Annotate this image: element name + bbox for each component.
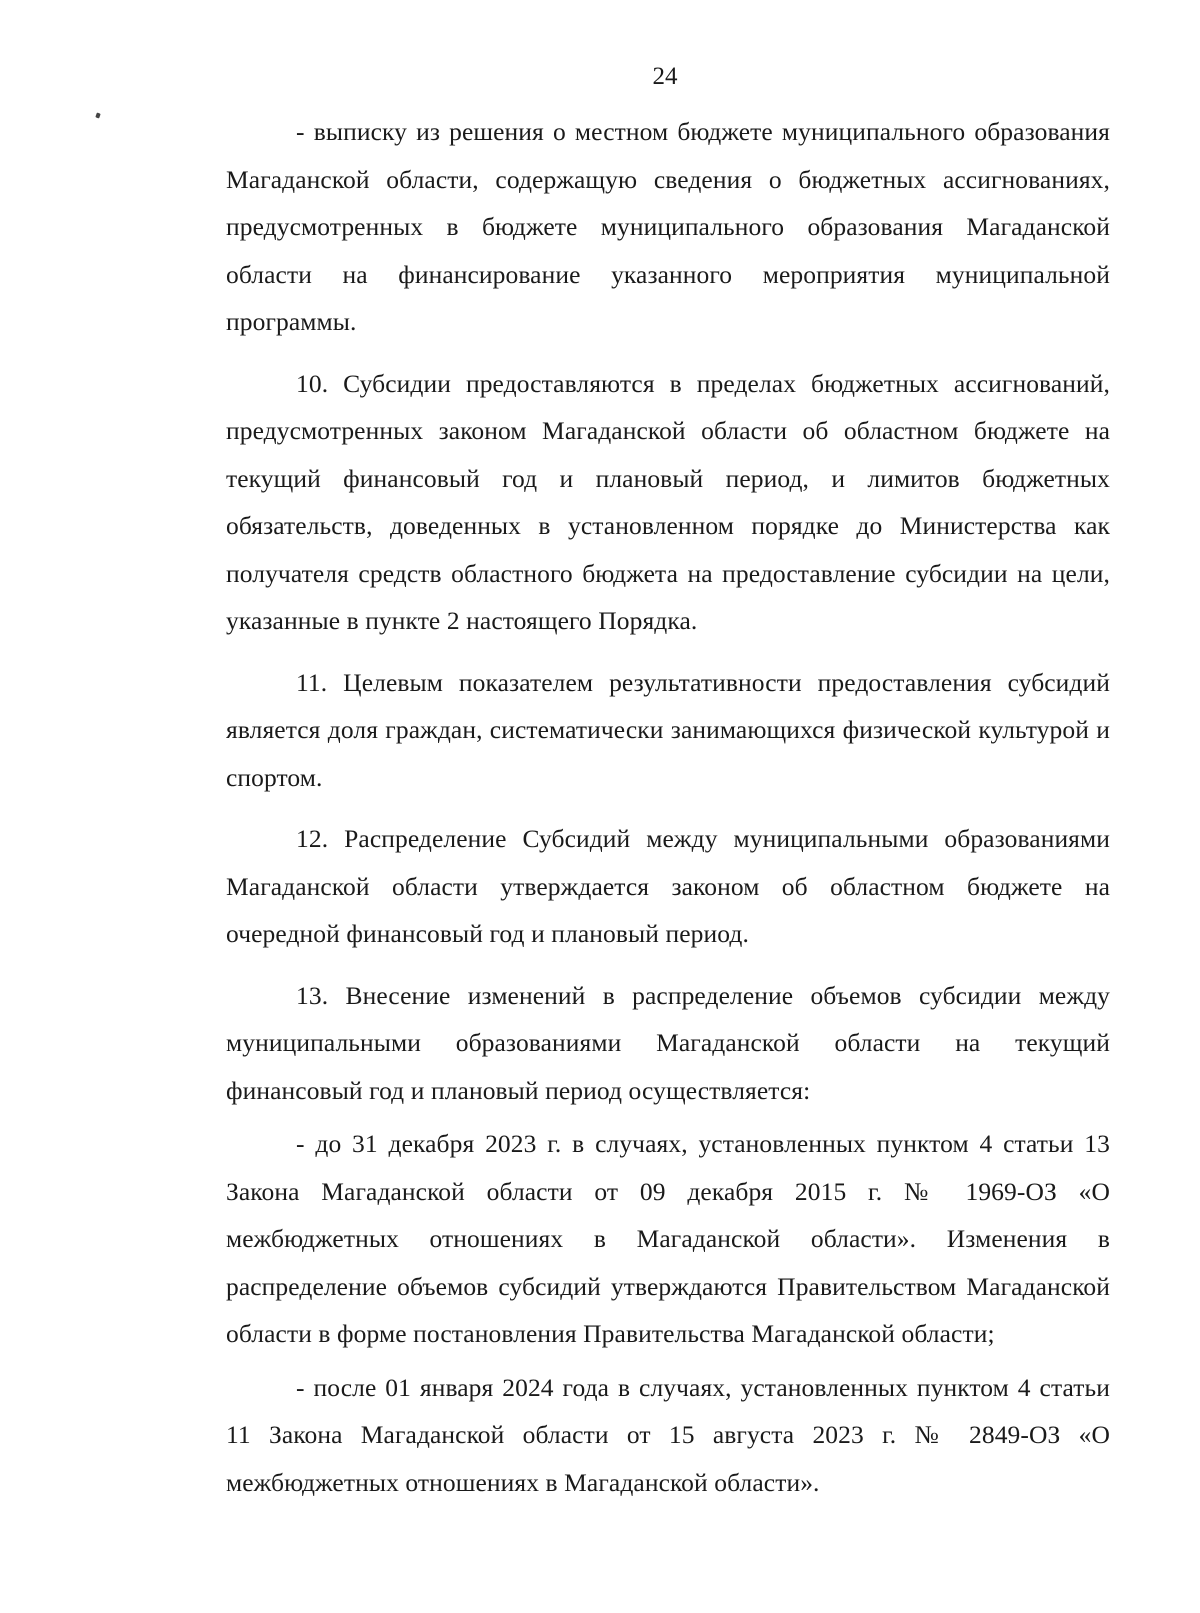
paragraph-item-13: 13. Внесение изменений в распределение объемов субсидии между муниципальными образованиями Магаданской области на текущий финансовый год и плановый период осуществляется: xyxy=(226,980,1110,1105)
scan-artifact xyxy=(95,112,100,118)
paragraph-item-10: 10. Субсидии предоставляются в пределах бюджетных ассигнований, предусмотренных законом Магаданской области об областном бюджете на текущий финансовый год и плановый период, и лимитов бюджетных обязательств, доведенных в установленном порядке до Министерства как получателя средств областного бюджета на предоставление субсидии на цели, указанные в пункте 2 настоящего Порядка. xyxy=(226,368,1110,635)
document-body xyxy=(226,108,1110,1506)
paragraph-after-2024: - после 01 января 2024 года в случаях, установленных пунктом 4 статьи 11 Закона Магаданской области от 15 августа 2023 г. № 2849-ОЗ «О межбюджетных отношениях в Магаданской области». xyxy=(226,1372,1110,1497)
paragraph-budget-extract: - выписку из решения о местном бюджете муниципального образования Магаданской области, содержащую сведения о бюджетных ассигнованиях, предусмотренных в бюджете муниципального образования Магаданской области на финансирование указанного мероприятия муниципальной программы. xyxy=(226,117,1110,336)
paragraph-item-11: 11. Целевым показателем результативности предоставления субсидий является доля граждан, систематически занимающихся физической культурой и спортом. xyxy=(226,667,1110,792)
paragraph-until-2023: - до 31 декабря 2023 г. в случаях, установленных пунктом 4 статьи 13 Закона Магаданской области от 09 декабря 2015 г. № 1969-ОЗ «О межбюджетных отношениях в Магаданской области». Изменения в распределение объемов субсидий утверждаются Правительством Магаданской области в форме постановления Правительства Магаданской области; xyxy=(226,1129,1110,1348)
paragraph-item-12: 12. Распределение Субсидий между муниципальными образованиями Магаданской области утверждается законом об областном бюджете на очередной финансовый год и плановый период. xyxy=(226,824,1110,948)
page-number: 24 xyxy=(652,63,678,90)
